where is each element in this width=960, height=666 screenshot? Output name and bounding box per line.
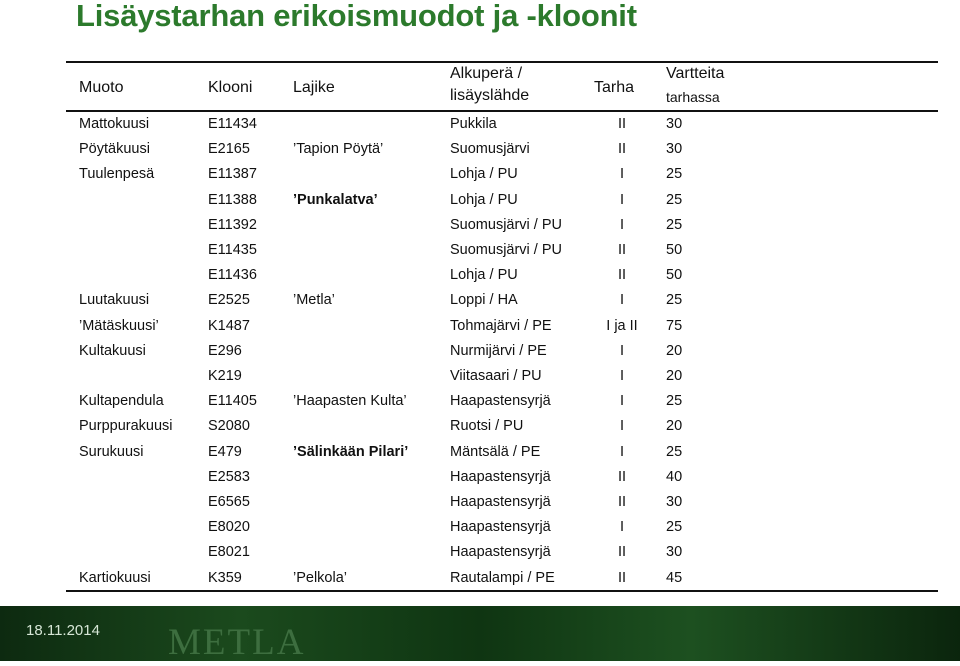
cell-tarha: II (617, 141, 627, 158)
cell-vartteita: 30 (666, 116, 683, 132)
cell-klooni: E11436 (208, 267, 257, 284)
cell-tarha: I ja II (606, 317, 638, 334)
cell-lajike: ’Tapion Pöytä’ (293, 141, 384, 158)
table-row (0, 566, 960, 591)
cell-alkupera: Lohja / PU (450, 267, 518, 284)
table-row (0, 112, 960, 137)
cell-alkupera: Haapastensyrjä (450, 468, 551, 485)
cell-tarha: II (617, 116, 627, 132)
header-lajike: Lajike (293, 79, 335, 96)
cell-lajike: ’Metla’ (293, 292, 335, 309)
cell-klooni: E11392 (208, 216, 257, 233)
cell-alkupera: Ruotsi / PU (450, 418, 524, 435)
cell-tarha: I (619, 368, 625, 384)
table-row (0, 213, 960, 238)
cell-klooni: E11405 (208, 393, 257, 410)
cell-vartteita: 40 (666, 468, 683, 485)
cell-vartteita: 45 (666, 569, 683, 586)
table-row (0, 364, 960, 389)
cell-tarha: II (617, 544, 627, 561)
table-row (0, 263, 960, 288)
cell-tarha: I (619, 393, 625, 410)
header-alkupera-line2: lisäyslähde (450, 87, 530, 104)
cell-klooni: E11434 (208, 116, 257, 132)
cell-tarha: II (617, 267, 627, 284)
cell-muoto: Luutakuusi (79, 292, 150, 309)
cell-klooni: E8021 (208, 544, 250, 561)
cell-klooni: E296 (208, 342, 242, 359)
cell-tarha: I (619, 342, 625, 359)
cell-vartteita: 25 (666, 519, 683, 536)
cell-muoto: Mattokuusi (79, 116, 150, 132)
cell-vartteita: 20 (666, 418, 683, 435)
cell-vartteita: 75 (666, 317, 683, 334)
cell-alkupera: Viitasaari / PU (450, 368, 542, 384)
cell-lajike: ’Punkalatva’ (293, 191, 378, 208)
cell-alkupera: Rautalampi / PE (450, 569, 555, 586)
table-row (0, 162, 960, 187)
cell-vartteita: 50 (666, 242, 683, 258)
cell-tarha: I (619, 292, 625, 309)
cell-klooni: E11387 (208, 166, 257, 183)
cell-alkupera: Haapastensyrjä (450, 393, 551, 410)
cell-alkupera: Loppi / HA (450, 292, 518, 309)
table-row (0, 137, 960, 162)
cell-alkupera: Tohmajärvi / PE (450, 317, 552, 334)
cell-vartteita: 25 (666, 166, 683, 183)
cell-klooni: E2525 (208, 292, 250, 309)
cell-klooni: E479 (208, 443, 242, 460)
cell-muoto: Kartiokuusi (79, 569, 151, 586)
table-row (0, 540, 960, 565)
cell-tarha: I (619, 519, 625, 536)
table-row (0, 339, 960, 364)
cell-tarha: II (617, 468, 627, 485)
cell-tarha: II (617, 494, 627, 510)
metla-logo: METLA (168, 622, 306, 663)
cell-alkupera: Suomusjärvi / PU (450, 242, 563, 258)
cell-muoto: Surukuusi (79, 443, 144, 460)
table-row (0, 288, 960, 313)
table-bottom-rule (66, 590, 938, 592)
cell-vartteita: 25 (666, 443, 683, 460)
table-row (0, 188, 960, 213)
cell-alkupera: Pukkila (450, 116, 497, 132)
page-title: Lisäystarhan erikoismuodot ja -kloonit (76, 0, 637, 33)
cell-vartteita: 30 (666, 141, 683, 158)
cell-muoto: Kultakuusi (79, 342, 146, 359)
table-row (0, 465, 960, 490)
cell-vartteita: 50 (666, 267, 683, 284)
cell-klooni: E11435 (208, 242, 257, 258)
cell-lajike: ’Pelkola’ (293, 569, 347, 586)
header-muoto: Muoto (79, 79, 124, 96)
cell-klooni: K359 (208, 569, 242, 586)
cell-klooni: E11388 (208, 191, 257, 208)
cell-tarha: I (619, 166, 625, 183)
table-row (0, 490, 960, 515)
cell-vartteita: 25 (666, 393, 683, 410)
cell-alkupera: Suomusjärvi (450, 141, 530, 158)
table-row (0, 440, 960, 465)
cell-tarha: I (619, 191, 625, 208)
footer-date: 18.11.2014 (26, 622, 100, 639)
table-row (0, 389, 960, 414)
cell-vartteita: 30 (666, 544, 683, 561)
cell-klooni: E8020 (208, 519, 250, 536)
header-tarha: Tarha (594, 79, 635, 96)
cell-vartteita: 25 (666, 191, 683, 208)
cell-alkupera: Haapastensyrjä (450, 519, 551, 536)
cell-vartteita: 25 (666, 216, 683, 233)
cell-tarha: I (619, 216, 625, 233)
table-row (0, 314, 960, 339)
cell-tarha: II (617, 569, 627, 586)
header-vartteita-line2: tarhassa (666, 89, 720, 105)
footer-bar (0, 606, 960, 661)
cell-vartteita: 30 (666, 494, 683, 510)
cell-klooni: E2165 (208, 141, 250, 158)
cell-alkupera: Mäntsälä / PE (450, 443, 541, 460)
cell-alkupera: Lohja / PU (450, 166, 518, 183)
cell-lajike: ’Sälinkään Pilari’ (293, 443, 409, 460)
cell-vartteita: 20 (666, 368, 683, 384)
header-vartteita-line1: Vartteita (666, 65, 725, 82)
cell-klooni: K219 (208, 368, 242, 384)
cell-muoto: Pöytäkuusi (79, 141, 150, 158)
cell-muoto: Kultapendula (79, 393, 164, 410)
cell-alkupera: Lohja / PU (450, 191, 518, 208)
table-row (0, 414, 960, 439)
table-row (0, 515, 960, 540)
cell-muoto: ’Mätäskuusi’ (79, 317, 159, 334)
header-klooni: Klooni (208, 79, 253, 96)
cell-alkupera: Haapastensyrjä (450, 494, 551, 510)
cell-vartteita: 25 (666, 292, 683, 309)
cell-tarha: I (619, 418, 625, 435)
cell-klooni: E6565 (208, 494, 250, 510)
cell-muoto: Purppurakuusi (79, 418, 173, 435)
cell-alkupera: Suomusjärvi / PU (450, 216, 563, 233)
cell-klooni: S2080 (208, 418, 250, 435)
cell-vartteita: 20 (666, 342, 683, 359)
cell-klooni: E2583 (208, 468, 250, 485)
cell-klooni: K1487 (208, 317, 250, 334)
cell-alkupera: Haapastensyrjä (450, 544, 551, 561)
table-row (0, 238, 960, 263)
cell-muoto: Tuulenpesä (79, 166, 155, 183)
cell-alkupera: Nurmijärvi / PE (450, 342, 547, 359)
cell-tarha: I (619, 443, 625, 460)
cell-tarha: II (617, 242, 627, 258)
cell-lajike: ’Haapasten Kulta’ (293, 393, 407, 410)
header-alkupera-line1: Alkuperä / (450, 65, 523, 82)
